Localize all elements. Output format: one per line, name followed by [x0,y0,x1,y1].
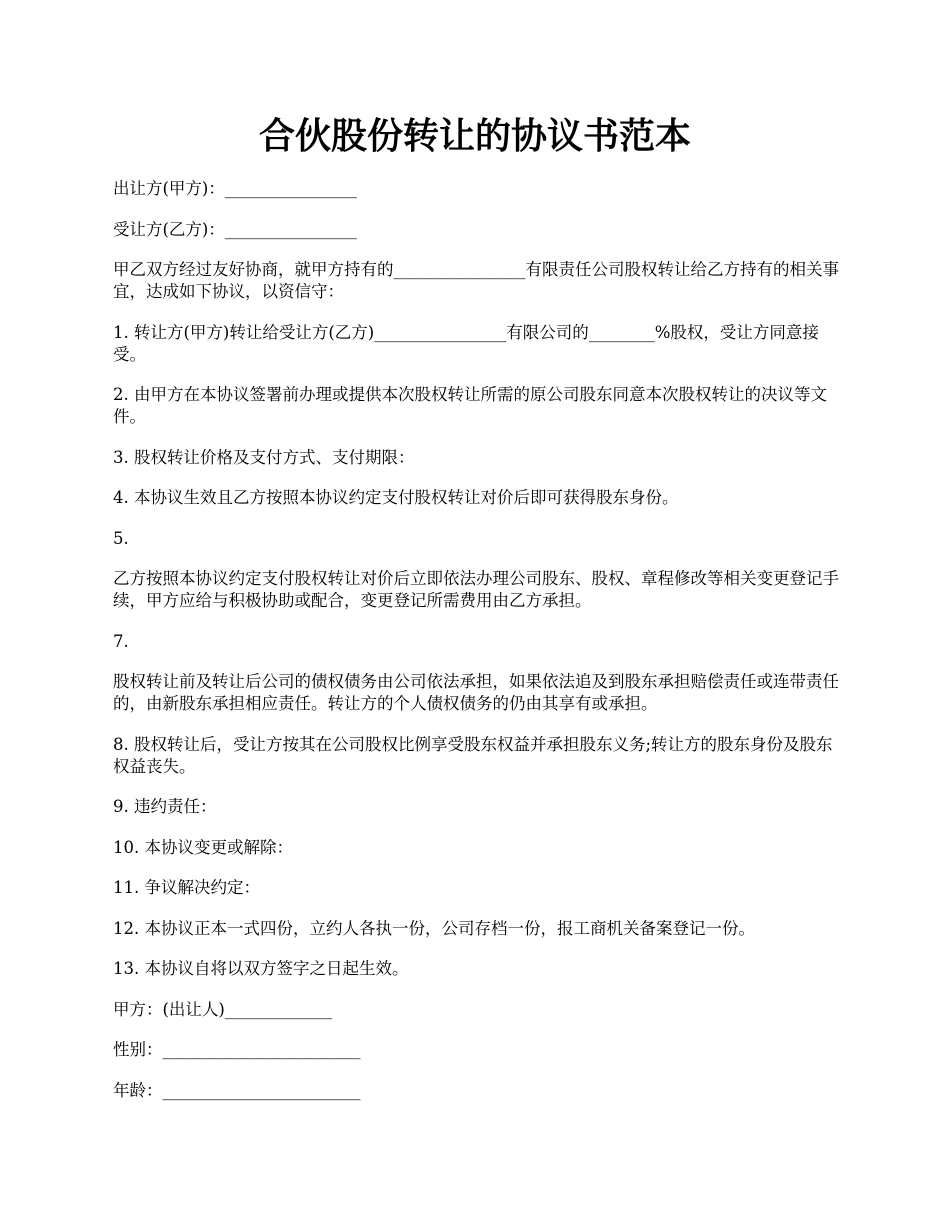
clause-2: 2. 由甲方在本协议签署前办理或提供本次股权转让所需的原公司股东同意本次股权转让的决议等文件。 [113,385,827,426]
clause-8: 8. 股权转让后，受让方按其在公司股权比例享受股东权益并承担股东义务;转让方的股东身份及股东权益丧失。 [113,734,833,776]
preamble-paragraph: 甲乙双方经过友好协商，就甲方持有的________________有限责任公司股权转让给乙方持有的相关事宜，达成如下协议，以资信守： [113,260,839,301]
party-a-signature-line: 甲方：(出让人)_____________ [113,999,333,1019]
clause-1: 1. 转让方(甲方)转让给受让方(乙方)________________有限公司的________%股权，受让方同意接受。 [113,322,819,364]
clause-10: 10. 本协议变更或解除： [113,837,293,857]
clause-5-text: 乙方按照本协议约定支付股权转让对价后立即依法办理公司股东、股权、章程修改等相关变更登记手续，甲方应给与积极协助或配合，变更登记所需费用由乙方承担。 [113,569,839,610]
seller-party-line: 出让方(甲方)：________________ [113,179,357,198]
clause-13: 13. 本协议自将以双方签字之日起生效。 [113,959,409,978]
age-line: 年龄：________________________ [113,1080,361,1100]
buyer-party-line: 受让方(乙方)：________________ [113,219,357,239]
document-title: 合伙股份转让的协议书范本 [258,115,691,157]
clause-3: 3. 股权转让价格及支付方式、支付期限： [113,447,415,467]
clause-5-number: 5. [113,528,129,548]
document-body [113,178,843,1120]
clause-11: 11. 争议解决约定： [113,878,260,897]
clause-9: 9. 违约责任： [113,797,217,816]
clause-12: 12. 本协议正本一式四份，立约人各执一份，公司存档一份，报工商机关备案登记一份。 [113,918,755,938]
clause-7-text: 股权转让前及转让后公司的债权债务由公司依法承担，如果依法追及到股东承担赔偿责任或连带责任的，由新股东承担相应责任。转让方的个人债权债务的仍由其享有或承担。 [113,672,839,713]
clause-4: 4. 本协议生效且乙方按照本协议约定支付股权转让对价后即可获得股东身份。 [113,488,679,507]
gender-line: 性别：________________________ [113,1040,361,1059]
clause-7-number: 7. [113,631,129,651]
